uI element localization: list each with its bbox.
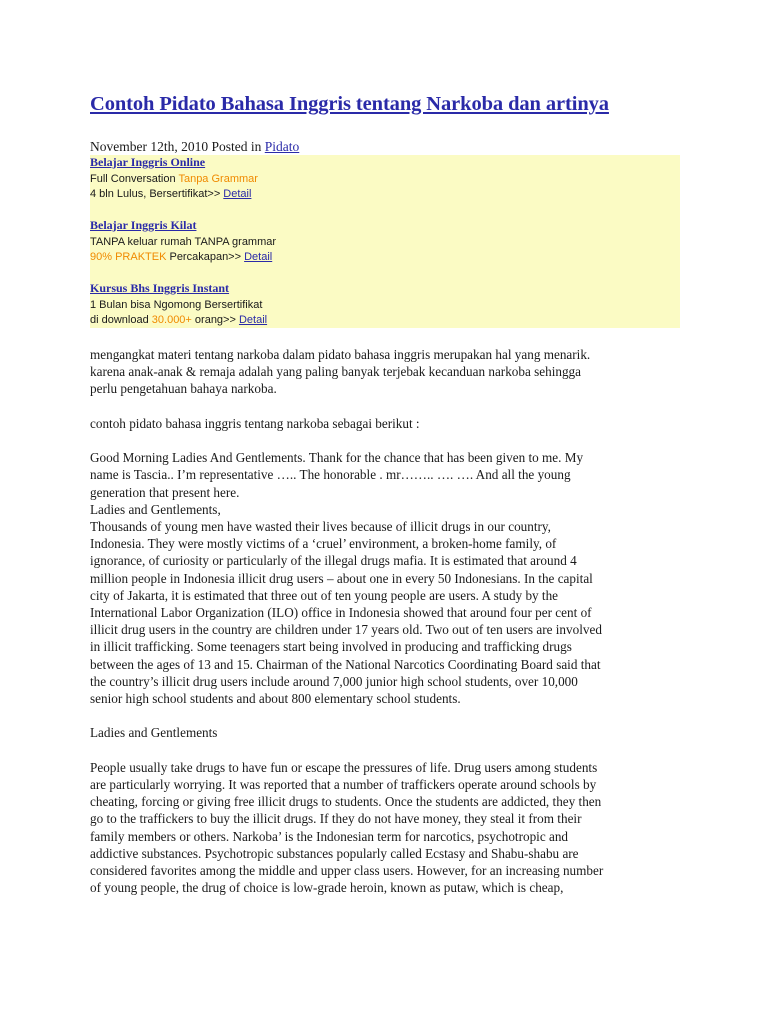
ad-highlight: 30.000+ [151, 314, 192, 326]
ad-highlight: 90% PRAKTEK [90, 251, 167, 263]
body-line: Indonesia. They were mostly victims of a ‘cruel’ environment, a broken-home family, of [90, 536, 557, 552]
body-line: illicit drug users in the country are children under 17 years old. Two out of ten users are involved [90, 622, 602, 638]
ad-text: 4 bln Lulus, Bersertifikat>> [90, 188, 224, 200]
ad-title-link-1[interactable]: Belajar Inggris Online [90, 155, 206, 169]
body-line: mengangkat materi tentang narkoba dalam pidato bahasa inggris merupakan hal yang menarik. [90, 347, 591, 362]
ad-highlight: Tanpa Grammar [178, 172, 258, 185]
body-line: generation that present here. [90, 484, 240, 500]
ad-detail-link-1[interactable]: Detail [223, 188, 252, 200]
body-line: million people in Indonesia illicit drug users – about one in every 50 Indonesians. In the capital [90, 570, 593, 586]
paragraph-gap [90, 742, 680, 759]
ad-title-link-2[interactable]: Belajar Inggris Kilat [90, 218, 197, 232]
paragraph-gap [90, 398, 680, 415]
body-line: contoh pidato bahasa inggris tentang narkoba sebagai berikut : [90, 415, 420, 431]
body-line: People usually take drugs to have fun or escape the pressures of life. Drug users among students [90, 759, 598, 775]
body-line: cheating, forcing or giving free illicit drugs to students. Once the students are addicted, they then [90, 794, 602, 810]
body-line: considered favorites among the middle and upper class users. However, for an increasing number [90, 863, 604, 879]
body-line: city of Jakarta, it is estimated that three out of ten young people are users. A study by the [90, 587, 559, 603]
body-line: go to the traffickers to buy the illicit drugs. If they do not have money, they steal it from their [90, 811, 582, 827]
ad-text: di download [90, 314, 152, 326]
ad-text: Full Conversation [90, 172, 179, 185]
ad-text: TANPA keluar rumah TANPA grammar [90, 235, 277, 248]
article-body [90, 346, 680, 896]
body-line: of young people, the drug of choice is low-grade heroin, known as putaw, which is cheap, [90, 880, 564, 896]
body-line: family members or others. Narkoba’ is the Indonesian term for narcotics, psychotropic and [90, 828, 569, 844]
paragraph-gap [90, 707, 680, 724]
body-line: Ladies and Gentlements [90, 725, 218, 741]
body-line: addictive substances. Psychotropic substances popularly called Ecstasy and Shabu-shabu are [90, 845, 579, 861]
body-line: name is Tascia.. I’m representative ….. The honorable . mr…….. …. …. And all the young [90, 467, 571, 483]
body-line: Thousands of young men have wasted their lives because of illicit drugs in our country, [90, 519, 551, 534]
ad-detail-link-3[interactable]: Detail [238, 314, 268, 326]
body-line: between the ages of 13 and 15. Chairman of the National Narcotics Coordinating Board said that [90, 656, 601, 672]
body-line: Ladies and Gentlements, [90, 501, 221, 517]
body-line: are particularly worrying. It was reported that a number of traffickers operate around schools by [90, 777, 597, 793]
article-title-link[interactable]: Contoh Pidato Bahasa Inggris tentang Narkoba dan artinya [90, 93, 609, 115]
ad-text: Percakapan>> [166, 251, 245, 263]
ad-detail-link-2[interactable]: Detail [244, 251, 273, 263]
post-date: November 12th, 2010 Posted in [90, 139, 262, 154]
paragraph-gap [90, 432, 680, 449]
ad-block-2 [90, 218, 276, 266]
ad-block-1 [90, 155, 258, 203]
body-line: International Labor Organization (ILO) office in Indonesia showed that around four per cent of [90, 605, 592, 621]
body-line: in illicit trafficking. Some teenagers start being involved in producing and trafficking drugs [90, 639, 572, 655]
body-line: Good Morning Ladies And Gentlements. Thank for the chance that has been given to me. My [90, 450, 584, 466]
post-meta [90, 139, 299, 155]
ad-block-3 [90, 281, 267, 329]
body-line: ignorance, of curiosity or particularly of the illegal drugs mafia. It is estimated that around 4 [90, 553, 577, 569]
body-line: karena anak-anak & remaja adalah yang paling banyak terjebak kecanduan narkoba sehingga [90, 364, 582, 380]
ad-text: orang>> [191, 314, 239, 326]
ad-title-link-3[interactable]: Kursus Bhs Inggris Instant [90, 281, 230, 295]
body-line: senior high school students and about 800 elementary school students. [90, 691, 461, 707]
ad-text: 1 Bulan bisa Ngomong Bersertifikat [90, 298, 263, 311]
category-link[interactable]: Pidato [264, 139, 300, 154]
body-line: the country’s illicit drug users include around 7,000 junior high school students, over 10,000 [90, 673, 578, 689]
body-line: perlu pengetahuan bahaya narkoba. [90, 381, 277, 397]
